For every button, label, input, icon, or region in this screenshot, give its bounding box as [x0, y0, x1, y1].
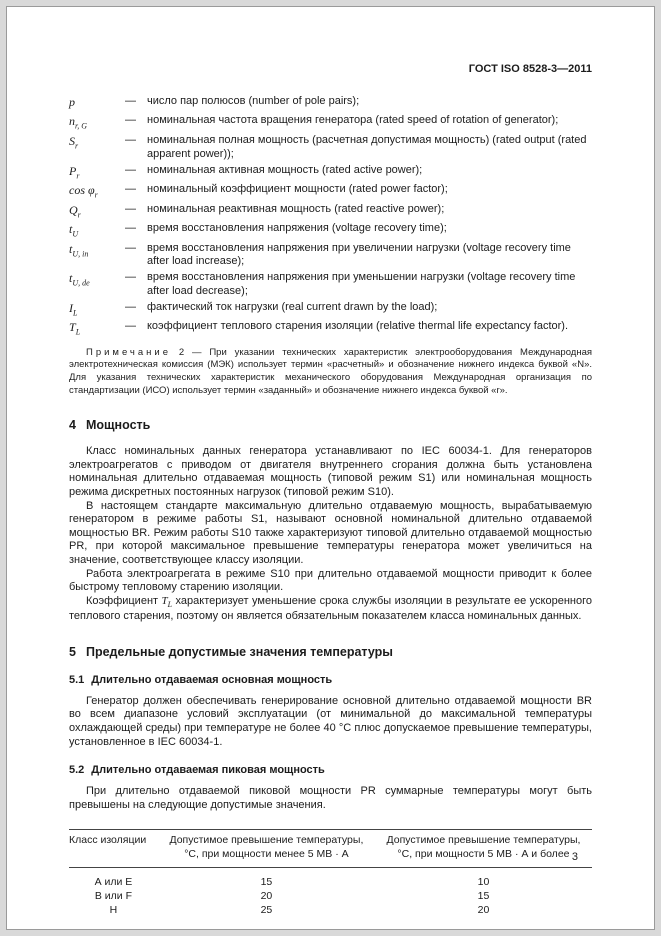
table-cell: Н	[109, 904, 118, 917]
definition-row	[69, 203, 592, 220]
definition-dash: —	[125, 320, 136, 333]
table-header-row	[69, 830, 592, 868]
section-5-1-paragraph: Генератор должен обеспечивать генерирование основной длительно отдаваемой мощности BR во всем диапазоне условий эксплуатации (от минимальной до максимальной температуры охлаждающей среды) при температуре не более 40 °С плюс допускаемое превышение температуры, установленное в IEC 60034-1.	[69, 694, 592, 748]
column-header-insulation-class: Класс изоляции	[69, 830, 158, 868]
section-5-heading: 5 Предельные допустимые значения температуры	[69, 644, 393, 659]
definition-text: номинальная полная мощность (расчетная допустимая мощность) (rated output (rated apparent power));	[147, 133, 587, 160]
definition-dash: —	[125, 183, 136, 196]
definition-term: $Q_r$	[69, 202, 81, 219]
definition-row	[69, 164, 592, 181]
table-cell: В или F	[94, 890, 132, 903]
definition-term: $\cos \varphi_r$	[69, 183, 98, 200]
definition-row	[69, 301, 592, 318]
definition-text: фактический ток нагрузки (real current drawn by the load);	[147, 300, 438, 313]
insulation-temperature-table	[69, 829, 592, 917]
definitions-list	[69, 95, 592, 338]
table-row	[69, 868, 592, 890]
definition-row	[69, 183, 592, 200]
definition-row	[69, 271, 592, 299]
table-cell: 20	[477, 904, 490, 917]
table-cell: 20	[260, 890, 273, 903]
note-text: 2 — При указании технических характеристик электрооборудования Международная электротехническая комиссия (МЭК) использует термин «расчетный» и обозначение нижнего индекса буквой «N». Для указания технических характеристик механического оборудования Международная организация по стандартизации (ИСО) использует термин «заданный» и обозначение нижнего индекса буквой «r».	[69, 346, 592, 396]
definition-text: время восстановления напряжения (voltage recovery time);	[147, 222, 447, 235]
section-4-paragraph: Класс номинальных данных генератора устанавливают по IEC 60034-1. Для генераторов электроагрегатов с приводом от двигателя внутреннего сгорания должна быть установлена номинальная длительно отдаваемая мощность (типовой режим S1) или номинальная мощность режима дискретных постоянных нагрузок (типовой режим S10).	[69, 445, 592, 498]
column-header-temp-rise-over-5mva: Допустимое превышение температуры, °С, при мощности 5 МВ · А и более	[375, 830, 592, 868]
definition-dash: —	[125, 114, 136, 127]
definition-term: $P_r$	[69, 163, 80, 181]
definition-dash: —	[125, 133, 136, 146]
definition-dash: —	[125, 222, 136, 235]
section-5-1-heading: 5.1 Длительно отдаваемая основная мощность	[69, 673, 333, 686]
definition-text: номинальная частота вращения генератора (rated speed of rotation of generator);	[147, 114, 559, 127]
section-4-paragraph: В настоящем стандарте максимальную длительно отдаваемую мощность, вырабатываемую генератором в режиме работы S1, называют основной номинальной длительно отдаваемой мощностью BR. Режим работы S10 также характеризуют типовой длительно отдаваемой мощностью PR, при которой максимальное превышение температуры генератора может увеличиться на значение, соответствующее классу изоляции.	[69, 499, 592, 567]
definition-text: номинальный коэффициент мощности (rated power factor);	[147, 183, 448, 196]
definition-dash: —	[125, 300, 136, 313]
thermal-life-variable: $T_L$	[161, 594, 173, 610]
section-5-2-heading: 5.2 Длительно отдаваемая пиковая мощность	[69, 764, 325, 777]
definition-row	[69, 242, 592, 270]
definition-text: номинальная реактивная мощность (rated reactive power);	[147, 202, 445, 215]
column-header-temp-rise-under-5mva: Допустимое превышение температуры, °С, при мощности менее 5 МВ · А	[158, 830, 375, 868]
section-4-paragraph: Работа электроагрегата в режиме S10 при длительно отдаваемой мощности приводит к более быстрому тепловому старению изоляции.	[69, 567, 592, 594]
definition-text: коэффициент теплового старения изоляции (relative thermal life expectancy factor).	[147, 320, 568, 333]
definition-term: $S_r$	[69, 133, 79, 151]
section-4-paragraph: Коэффициент $T_L$ характеризует уменьшение срока службы изоляции в результате ее ускоренного теплового старения, поэтому он является обязательным показателем класса номинальных данных.	[69, 594, 593, 622]
table-cell: 15	[260, 876, 273, 889]
definition-term: $n_{r, G}$	[69, 114, 88, 131]
table-cell: 15	[477, 890, 490, 903]
definition-term: $t_U$	[69, 222, 79, 239]
table-cell: 10	[477, 876, 490, 889]
table-cell: 25	[260, 904, 273, 917]
page-number: 3	[571, 851, 578, 863]
table-row	[69, 903, 592, 917]
section-4-heading: 4 Мощность	[69, 418, 151, 433]
definition-term: $t_{U, in}$	[69, 241, 89, 258]
table-row	[69, 889, 592, 903]
definition-dash: —	[125, 202, 136, 215]
definition-text: число пар полюсов (number of pole pairs);	[147, 95, 360, 107]
definition-term: $t_{U, de}$	[69, 271, 90, 288]
definition-term: $I_L$	[69, 300, 78, 318]
definition-row	[69, 134, 592, 162]
definition-text: номинальная активная мощность (rated active power);	[147, 163, 423, 176]
definition-row	[69, 222, 592, 239]
doc-code: ГОСТ ISO 8528-3—2011	[468, 63, 592, 75]
definition-row	[69, 114, 592, 131]
table-cell: А или Е	[94, 876, 133, 889]
definition-text: время восстановления напряжения при увеличении нагрузки (voltage recovery time after load increase);	[147, 241, 571, 268]
definition-term: p	[69, 95, 75, 109]
definition-dash: —	[125, 271, 136, 284]
definition-row	[69, 95, 592, 112]
definition-text: время восстановления напряжения при уменьшении нагрузки (voltage recovery time after load decrease);	[147, 271, 576, 298]
definition-dash: —	[125, 241, 136, 254]
definition-dash: —	[125, 163, 136, 176]
note-label: Примечание	[86, 346, 171, 358]
document-page	[6, 6, 655, 930]
note-2	[69, 347, 592, 397]
definition-dash: —	[125, 95, 136, 107]
definition-term: $T_L$	[69, 320, 81, 337]
definition-row	[69, 320, 592, 337]
section-5-2-paragraph: При длительно отдаваемой пиковой мощности PR суммарные температуры могут быть превышены на следующие допустимые значения.	[69, 785, 592, 811]
